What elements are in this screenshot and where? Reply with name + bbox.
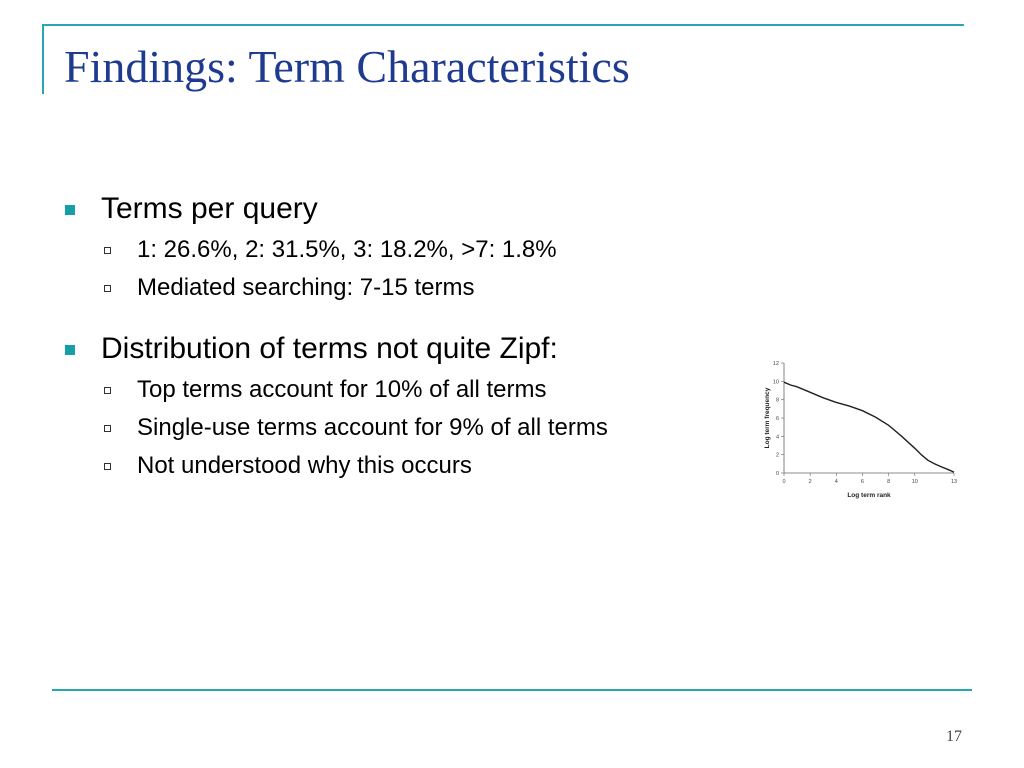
top-frame-line — [42, 24, 964, 26]
x-tick-label: 4 — [834, 479, 838, 485]
y-tick-label: 6 — [775, 416, 779, 422]
sub-bullet — [101, 414, 722, 442]
x-tick-label: 0 — [782, 479, 786, 485]
sub-bullet — [101, 452, 722, 480]
bullet-text: Terms per query — [101, 192, 318, 225]
square-bullet-icon — [65, 205, 75, 215]
y-tick-label: 4 — [775, 434, 779, 441]
square-bullet-icon — [65, 345, 75, 355]
x-axis-label: Log term rank — [847, 492, 891, 499]
sub-bullet-text: Top terms account for 10% of all terms — [137, 376, 547, 403]
y-tick-label: 12 — [772, 361, 779, 367]
sub-bullet-text: Not understood why this occurs — [137, 452, 472, 479]
y-tick-label: 8 — [775, 397, 779, 404]
x-tick-label: 13 — [950, 479, 958, 485]
hollow-square-bullet-icon — [104, 285, 111, 292]
bullet-term-distribution — [62, 326, 722, 480]
zipf-chart — [756, 355, 960, 505]
sub-bullet — [101, 376, 722, 404]
y-tick-label: 2 — [775, 452, 779, 459]
sub-bullet-text: Mediated searching: 7-15 terms — [137, 274, 475, 301]
sub-bullet-text: Single-use terms account for 9% of all terms — [137, 414, 608, 441]
bullet-text: Distribution of terms not quite Zipf: — [101, 332, 558, 365]
x-tick-label: 10 — [911, 479, 918, 485]
hollow-square-bullet-icon — [104, 425, 111, 432]
hollow-square-bullet-icon — [104, 387, 111, 394]
x-tick-label: 8 — [887, 479, 891, 485]
y-tick-label: 0 — [775, 471, 779, 477]
sub-bullet-list — [101, 376, 722, 480]
sub-bullet — [101, 236, 722, 264]
y-axis-label: Log term frequency — [764, 387, 771, 449]
series-line — [784, 382, 954, 472]
y-tick-label: 10 — [772, 379, 779, 386]
hollow-square-bullet-icon — [104, 463, 111, 470]
left-frame-line — [42, 24, 44, 94]
sub-bullet — [101, 274, 722, 302]
bullet-terms-per-query — [62, 186, 722, 302]
x-tick-label: 2 — [808, 479, 812, 485]
bullet-list — [62, 186, 722, 490]
page-number: 17 — [946, 728, 962, 745]
hollow-square-bullet-icon — [104, 247, 111, 254]
x-tick-label: 6 — [860, 479, 864, 485]
bottom-rule — [52, 689, 972, 691]
sub-bullet-list — [101, 236, 722, 302]
slide-title: Findings: Term Characteristics — [64, 41, 630, 92]
sub-bullet-text: 1: 26.6%, 2: 31.5%, 3: 18.2%, >7: 1.8% — [137, 236, 557, 263]
